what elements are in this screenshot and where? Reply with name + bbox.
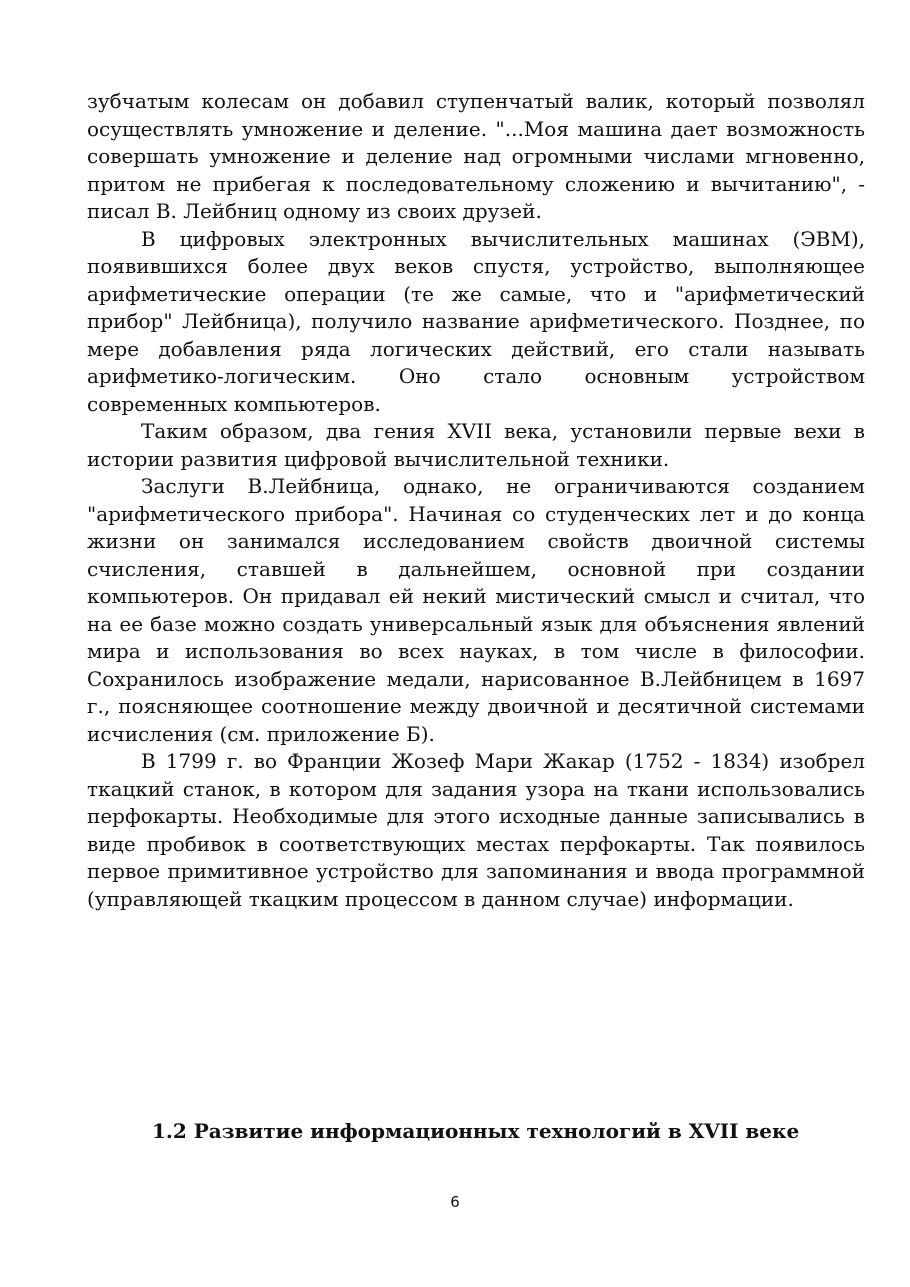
paragraph: В 1799 г. во Франции Жозеф Мари Жакар (1752 - 1834) изобрел ткацкий станок, в котором для задания узора на ткани использовались перфокарты. Необходимые для этого исходные данные записывались в виде пробивок в соответствующих местах перфокарты. Так появилось первое примитивное устройство для запоминания и ввода программной (управляющей ткацким процессом в данном случае) информации. bbox=[87, 749, 865, 911]
body-text bbox=[87, 88, 865, 913]
paragraph: Заслуги В.Лейбница, однако, не ограничиваются созданием "арифметического прибора". Начиная со студенческих лет и до конца жизни он занимался исследованием свойств двоичной системы счисления, ставшей в дальнейшем, основной при создании компьютеров. Он придавал ей некий мистический смысл и считал, что на ее базе можно создать универсальный язык для объяснения явлений мира и использования во всех науках, в том числе в философии. Сохранилось изображение медали, нарисованное В.Лейбницем в 1697 г., поясняющее соотношение между двоичной и десятичной системами исчисления (см. приложение Б). bbox=[87, 474, 865, 746]
section-heading: 1.2 Развитие информационных технологий в XVII веке bbox=[152, 1119, 800, 1143]
page-number: 6 bbox=[450, 1193, 460, 1211]
paragraph: В цифровых электронных вычислительных машинах (ЭВМ), появившихся более двух веков спустя, устройство, выполняющее арифметические операции (те же самые, что и "арифметический прибор" Лейбница), получило название арифметического. Позднее, по мере добавления ряда логических действий, его стали называть арифметико-логическим. Оно стало основным устройством современных компьютеров. bbox=[87, 226, 865, 416]
paragraph: Таким образом, два гения XVII века, установили первые вехи в истории развития цифровой вычислительной техники. bbox=[87, 419, 865, 471]
paragraph: зубчатым колесам он добавил ступенчатый валик, который позволял осуществлять умножение и деление. "...Моя машина дает возможность совершать умножение и деление над огромными числами мгновенно, притом не прибегая к последовательному сложению и вычитанию", - писал В. Лейбниц одному из своих друзей. bbox=[87, 89, 865, 223]
